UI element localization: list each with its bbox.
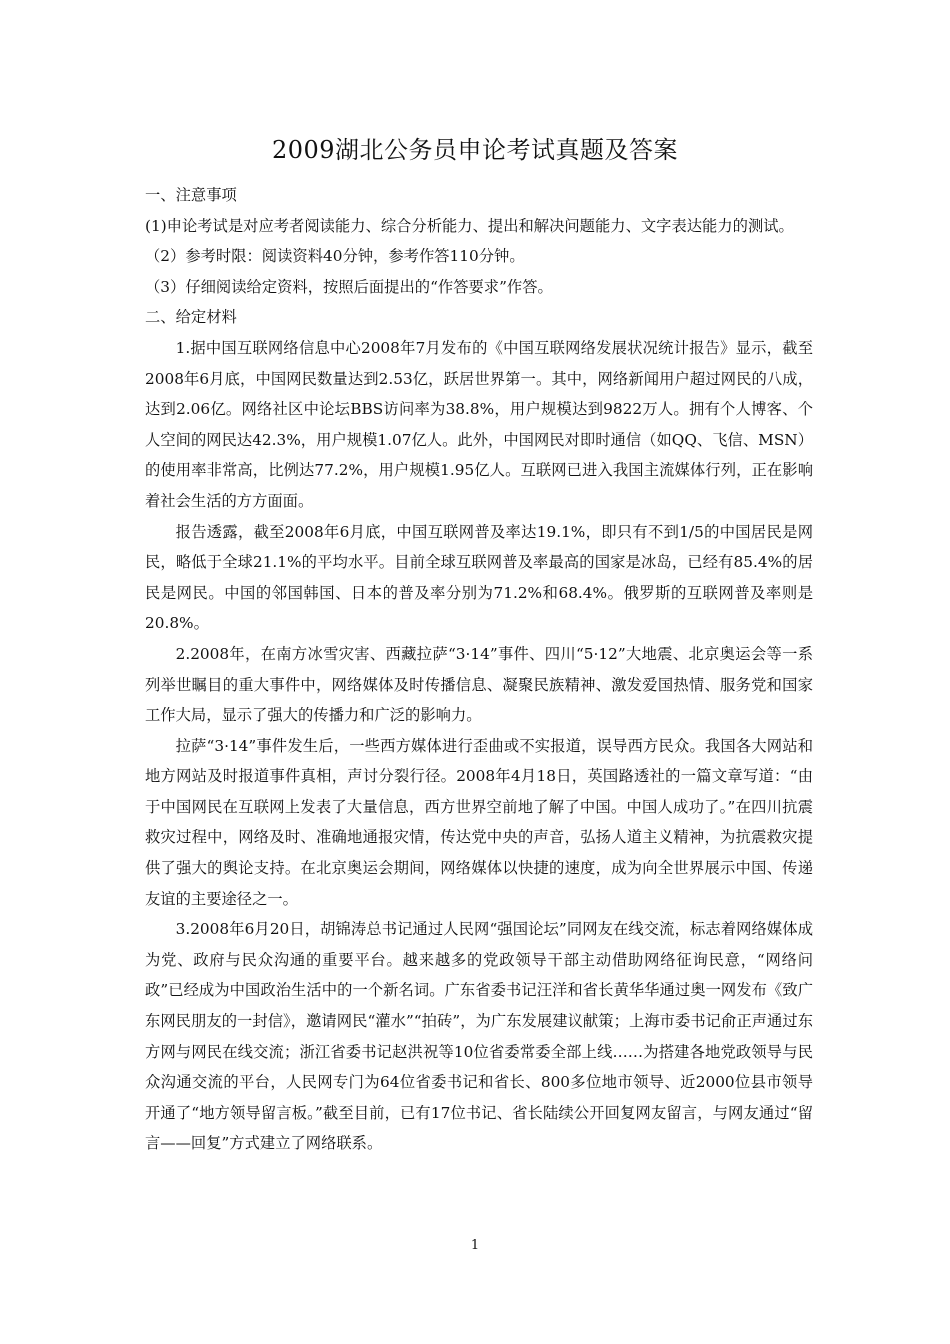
note-item: (1)申论考试是对应考者阅读能力、综合分析能力、提出和解决问题能力、文字表达能力的测试。 [145,216,794,235]
material-paragraph: 3.2008年6月20日，胡锦涛总书记通过人民网“强国论坛”同网友在线交流，标志着网络媒体成为党、政府与民众沟通的重要平台。越来越多的党政领导干部主动借助网络征询民意，“网络问政”已经成为中国政治生活中的一个新名词。广东省委书记汪洋和省长黄华华通过奥一网发布《致广东网民朋友的一封信》，邀请网民“灌水”“拍砖”，为广东发展建议献策；上海市委书记俞正声通过东方网与网民在线交流；浙江省委书记赵洪祝等10位省委常委全部上线……为搭建各地党政领导与民众沟通交流的平台，人民网专门为64位省委书记和省长、800多位地市领导、近2000位县市领导开通了“地方领导留言板。”截至目前，已有17位书记、省长陆续公开回复网友留言，与网友通过“留言——回复”方式建立了网络联系。 [145,920,813,1153]
material-paragraph: 报告透露，截至2008年6月底，中国互联网普及率达19.1%，即只有不到1/5的中国居民是网民，略低于全球21.1%的平均水平。目前全球互联网普及率最高的国家是冰岛，已经有85.4%的居民是网民。中国的邻国韩国、日本的普及率分别为71.2%和68.4%。俄罗斯的互联网普及率则是20.8%。 [145,522,813,633]
note-item: （3）仔细阅读给定资料，按照后面提出的“作答要求”作答。 [145,277,553,296]
material-paragraph: 2.2008年，在南方冰雪灾害、西藏拉萨“3·14”事件、四川“5·12”大地震、北京奥运会等一系列举世瞩目的重大事件中，网络媒体及时传播信息、凝聚民族精神、激发爱国热情、服务党和国家工作大局，显示了强大的传播力和广泛的影响力。 [145,644,813,725]
document-body [145,180,813,1159]
material-paragraph: 拉萨“3·14”事件发生后，一些西方媒体进行歪曲或不实报道，误导西方民众。我国各大网站和地方网站及时报道事件真相，声讨分裂行径。2008年4月18日，英国路透社的一篇文章写道：“由于中国网民在互联网上发表了大量信息，西方世界空前地了解了中国。中国人成功了。”在四川抗震救灾过程中，网络及时、准确地通报灾情，传达党中央的声音，弘扬人道主义精神，为抗震救灾提供了强大的舆论支持。在北京奥运会期间，网络媒体以快捷的速度，成为向全世界展示中国、传递友谊的主要途径之一。 [145,736,813,908]
section-heading-notes: 一、注意事项 [145,186,237,204]
page-number: 1 [470,1238,480,1253]
document-title: 2009湖北公务员申论考试真题及答案 [271,136,679,164]
material-paragraph: 1.据中国互联网络信息中心2008年7月发布的《中国互联网络发展状况统计报告》显示，截至2008年6月底，中国网民数量达到2.53亿，跃居世界第一。其中，网络新闻用户超过网民的八成，达到2.06亿。网络社区中论坛BBS访问率为38.8%，用户规模达到9822万人。拥有个人博客、个人空间的网民达42.3%，用户规模1.07亿人。此外，中国网民对即时通信（如QQ、飞信、MSN）的使用率非常高，比例达77.2%，用户规模1.95亿人。互联网已进入我国主流媒体行列，正在影响着社会生活的方方面面。 [145,338,814,510]
section-heading-materials: 二、给定材料 [145,308,237,327]
note-item: （2）参考时限：阅读资料40分钟，参考作答110分钟。 [145,247,525,266]
